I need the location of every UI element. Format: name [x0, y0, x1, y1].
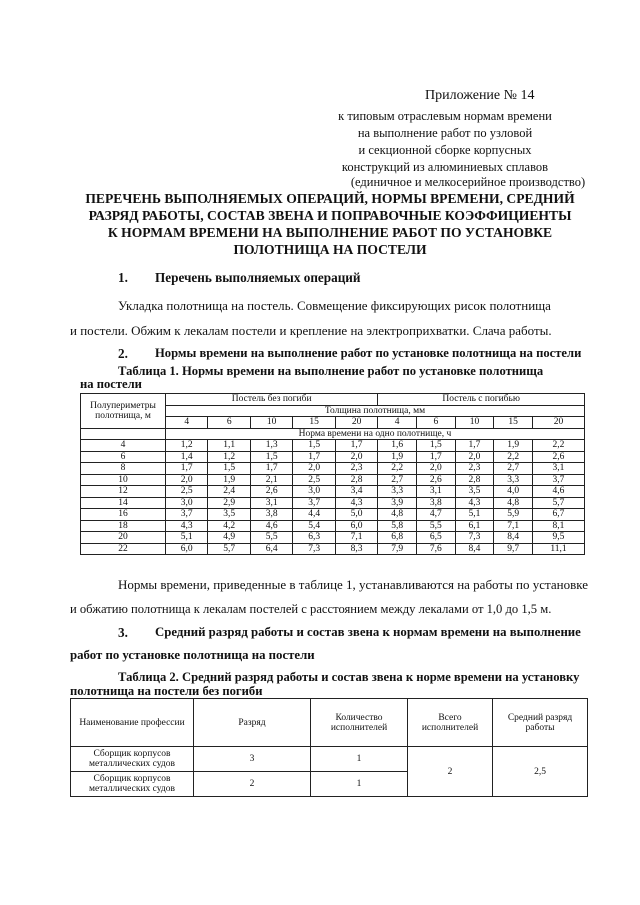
norm-cell: 2,5 [293, 474, 335, 486]
table1-caption: Таблица 1. Нормы времени на выполнение работ по установке полотнища [118, 364, 544, 378]
norm-cell: 2,2 [494, 451, 533, 463]
norm-cell: 9,5 [532, 532, 584, 544]
perimeter-cell: 10 [81, 474, 166, 486]
norm-cell: 4,3 [335, 497, 377, 509]
thickness-cell: 20 [532, 417, 584, 429]
norm-cell: 2,9 [208, 497, 250, 509]
norm-cell: 3,9 [378, 497, 417, 509]
section3-title: работ по установке полотнища на постели [70, 648, 315, 662]
section3-title: Средний разряд работы и состав звена к нормам времени на выполнение [155, 625, 581, 639]
grade-cell: 3 [194, 747, 311, 772]
norm-cell: 1,5 [417, 440, 456, 452]
norm-cell: 2,2 [378, 463, 417, 475]
norms-table [80, 393, 585, 555]
thickness-cell: 10 [455, 417, 494, 429]
norm-cell: 1,2 [208, 451, 250, 463]
appendix-line: (единичное и мелкосерийное производство) [350, 175, 586, 189]
perimeter-cell: 16 [81, 509, 166, 521]
norm-cell: 3,3 [494, 474, 533, 486]
norm-cell: 3,8 [417, 497, 456, 509]
section1-paragraph: и постели. Обжим к лекалам постели и крепление на электроприхватки. Слача работы. [70, 323, 552, 338]
thickness-cell: 4 [378, 417, 417, 429]
crew-table [70, 698, 588, 797]
norm-cell: 1,7 [455, 440, 494, 452]
perimeter-cell: 4 [81, 440, 166, 452]
norm-cell: 1,5 [293, 440, 335, 452]
norm-cell: 4,3 [166, 520, 208, 532]
norm-cell: 3,3 [378, 486, 417, 498]
norm-cell: 3,5 [455, 486, 494, 498]
norm-cell: 1,9 [208, 474, 250, 486]
norm-cell: 1,9 [494, 440, 533, 452]
norm-header: Норма времени на одно полотнище, ч [166, 428, 585, 440]
table-row [81, 543, 585, 555]
perimeter-cell: 8 [81, 463, 166, 475]
section3-number: 3. [118, 625, 128, 640]
norm-cell: 2,1 [250, 474, 292, 486]
total-cell: 2 [408, 747, 493, 797]
note-paragraph: и обжатию полотнища к лекалам постелей с расстоянием между лекалами от 1,0 до 1,5 м. [70, 602, 552, 616]
section1-title: Перечень выполняемых операций [155, 270, 361, 285]
perimeter-cell: 18 [81, 520, 166, 532]
thickness-cell: 15 [494, 417, 533, 429]
appendix-title: Приложение № 14 [425, 88, 535, 103]
norm-cell: 6,8 [378, 532, 417, 544]
norm-cell: 3,1 [417, 486, 456, 498]
norm-cell: 6,7 [532, 509, 584, 521]
norm-cell: 6,0 [335, 520, 377, 532]
norm-cell: 4,6 [532, 486, 584, 498]
appendix-line: на выполнение работ по узловой [357, 126, 533, 140]
norm-cell: 5,5 [417, 520, 456, 532]
norm-cell: 8,3 [335, 543, 377, 555]
profession-cell: Сборщик корпусов металлических судов [71, 747, 194, 772]
norm-cell: 1,7 [250, 463, 292, 475]
heading-line: РАЗРЯД РАБОТЫ, СОСТАВ ЗВЕНА И ПОПРАВОЧНЫЕ КОЭФФИЦИЕНТЫ [88, 208, 572, 223]
perimeter-cell: 12 [81, 486, 166, 498]
norm-cell: 2,0 [335, 451, 377, 463]
norm-cell: 8,4 [455, 543, 494, 555]
norm-cell: 2,3 [455, 463, 494, 475]
norm-cell: 3,0 [293, 486, 335, 498]
norm-cell: 6,1 [455, 520, 494, 532]
thickness-cell: 15 [293, 417, 335, 429]
norm-cell: 5,7 [208, 543, 250, 555]
section2-title: Нормы времени на выполнение работ по установке полотнища на постели [155, 346, 582, 360]
norm-cell: 5,7 [532, 497, 584, 509]
norm-cell: 1,5 [208, 463, 250, 475]
norm-cell: 4,8 [494, 497, 533, 509]
norm-cell: 4,6 [250, 520, 292, 532]
thickness-cell: 20 [335, 417, 377, 429]
norm-cell: 4,3 [455, 497, 494, 509]
heading-line: К НОРМАМ ВРЕМЕНИ НА ВЫПОЛНЕНИЕ РАБОТ ПО УСТАНОВКЕ [107, 225, 553, 240]
document-heading [70, 190, 590, 258]
thickness-cell: 4 [166, 417, 208, 429]
norm-cell: 2,7 [494, 463, 533, 475]
table2-caption: Таблица 2. Средний разряд работы и состав звена к норме времени на установку [118, 670, 580, 684]
thickness-header: Толщина полотнища, мм [166, 405, 585, 417]
norm-cell: 3,7 [293, 497, 335, 509]
norm-cell: 1,1 [208, 440, 250, 452]
table-row [81, 463, 585, 475]
perimeter-cell: 14 [81, 497, 166, 509]
norm-cell: 2,7 [378, 474, 417, 486]
norm-cell: 5,0 [335, 509, 377, 521]
norm-cell: 2,6 [417, 474, 456, 486]
norm-cell: 5,9 [494, 509, 533, 521]
norm-cell: 3,7 [166, 509, 208, 521]
norm-cell: 4,8 [378, 509, 417, 521]
count-cell: 1 [311, 772, 408, 797]
norm-cell: 1,6 [378, 440, 417, 452]
norm-cell: 2,6 [532, 451, 584, 463]
group-header-bend: Постель с погибью [378, 394, 585, 406]
perimeter-cell: 20 [81, 532, 166, 544]
norm-cell: 1,7 [293, 451, 335, 463]
perimeter-header: Полупериметры полотнища, м [81, 394, 166, 429]
header-count: Количество исполнителей [311, 699, 408, 747]
perimeter-cell: 6 [81, 451, 166, 463]
count-cell: 1 [311, 747, 408, 772]
table-row [81, 474, 585, 486]
thickness-cell: 6 [417, 417, 456, 429]
norm-cell: 4,7 [417, 509, 456, 521]
grade-cell: 2 [194, 772, 311, 797]
table-row [81, 440, 585, 452]
group-header-no-bend: Постель без погиби [166, 394, 378, 406]
norm-cell: 1,9 [378, 451, 417, 463]
heading-line: ПОЛОТНИЩА НА ПОСТЕЛИ [233, 242, 427, 257]
norm-cell: 4,2 [208, 520, 250, 532]
norm-cell: 1,7 [335, 440, 377, 452]
norm-cell: 1,2 [166, 440, 208, 452]
norm-cell: 7,3 [455, 532, 494, 544]
header-grade: Разряд [194, 699, 311, 747]
norm-cell: 4,0 [494, 486, 533, 498]
norm-cell: 3,4 [335, 486, 377, 498]
norm-cell: 1,3 [250, 440, 292, 452]
table-row [81, 486, 585, 498]
table-row [81, 497, 585, 509]
norm-cell: 5,5 [250, 532, 292, 544]
norm-cell: 8,4 [494, 532, 533, 544]
norm-cell: 5,1 [455, 509, 494, 521]
header-profession: Наименование профессии [71, 699, 194, 747]
note-paragraph: Нормы времени, приведенные в таблице 1, устанавливаются на работы по установке [118, 577, 588, 592]
norm-cell: 2,0 [166, 474, 208, 486]
norm-cell: 3,1 [250, 497, 292, 509]
norm-cell: 3,7 [532, 474, 584, 486]
norm-cell: 6,5 [417, 532, 456, 544]
perimeter-cell: 22 [81, 543, 166, 555]
norm-cell: 8,1 [532, 520, 584, 532]
norm-cell: 6,0 [166, 543, 208, 555]
norm-cell: 7,9 [378, 543, 417, 555]
norm-cell: 4,4 [293, 509, 335, 521]
table-row [81, 520, 585, 532]
norm-cell: 6,4 [250, 543, 292, 555]
header-avg: Средний разряд работы [493, 699, 588, 747]
norm-cell: 2,2 [532, 440, 584, 452]
norm-cell: 2,3 [335, 463, 377, 475]
norm-cell: 2,0 [455, 451, 494, 463]
norm-cell: 1,5 [250, 451, 292, 463]
norm-cell: 4,9 [208, 532, 250, 544]
norm-cell: 1,4 [166, 451, 208, 463]
table2-caption: полотнища на постели без погиби [70, 684, 263, 698]
appendix-line: конструкций из алюминиевых сплавов [341, 160, 549, 174]
norm-cell: 6,3 [293, 532, 335, 544]
heading-line: ПЕРЕЧЕНЬ ВЫПОЛНЯЕМЫХ ОПЕРАЦИЙ, НОРМЫ ВРЕМЕНИ, СРЕДНИЙ [85, 191, 575, 206]
norm-cell: 3,5 [208, 509, 250, 521]
norm-cell: 7,1 [335, 532, 377, 544]
norm-cell: 3,1 [532, 463, 584, 475]
norm-cell: 5,4 [293, 520, 335, 532]
norm-cell: 2,8 [455, 474, 494, 486]
appendix-line: к типовым отраслевым нормам времени [338, 109, 552, 123]
table-row [81, 509, 585, 521]
header-total: Всего исполнителей [408, 699, 493, 747]
thickness-cell: 10 [250, 417, 292, 429]
norm-cell: 1,7 [166, 463, 208, 475]
norm-cell: 2,4 [208, 486, 250, 498]
norm-cell: 2,8 [335, 474, 377, 486]
norm-label-spacer [81, 428, 166, 440]
table-row [81, 451, 585, 463]
norm-cell: 11,1 [532, 543, 584, 555]
norm-cell: 2,0 [417, 463, 456, 475]
thickness-cell: 6 [208, 417, 250, 429]
norm-cell: 2,5 [166, 486, 208, 498]
norm-cell: 7,3 [293, 543, 335, 555]
norm-cell: 2,6 [250, 486, 292, 498]
table-row [81, 532, 585, 544]
table1-caption: на постели [80, 377, 142, 391]
norm-cell: 3,8 [250, 509, 292, 521]
section1-paragraph: Укладка полотнища на постель. Совмещение фиксирующих рисок полотнища [118, 298, 551, 313]
appendix-line: и секционной сборке корпусных [358, 143, 532, 157]
norm-cell: 3,0 [166, 497, 208, 509]
table-row [71, 747, 588, 772]
avg-cell: 2,5 [493, 747, 588, 797]
norm-cell: 7,6 [417, 543, 456, 555]
norm-cell: 2,0 [293, 463, 335, 475]
norm-cell: 7,1 [494, 520, 533, 532]
norm-cell: 5,1 [166, 532, 208, 544]
norm-cell: 5,8 [378, 520, 417, 532]
norm-cell: 9,7 [494, 543, 533, 555]
norm-cell: 1,7 [417, 451, 456, 463]
section2-number: 2. [118, 346, 128, 361]
profession-cell: Сборщик корпусов металлических судов [71, 772, 194, 797]
section1-number: 1. [118, 270, 128, 285]
